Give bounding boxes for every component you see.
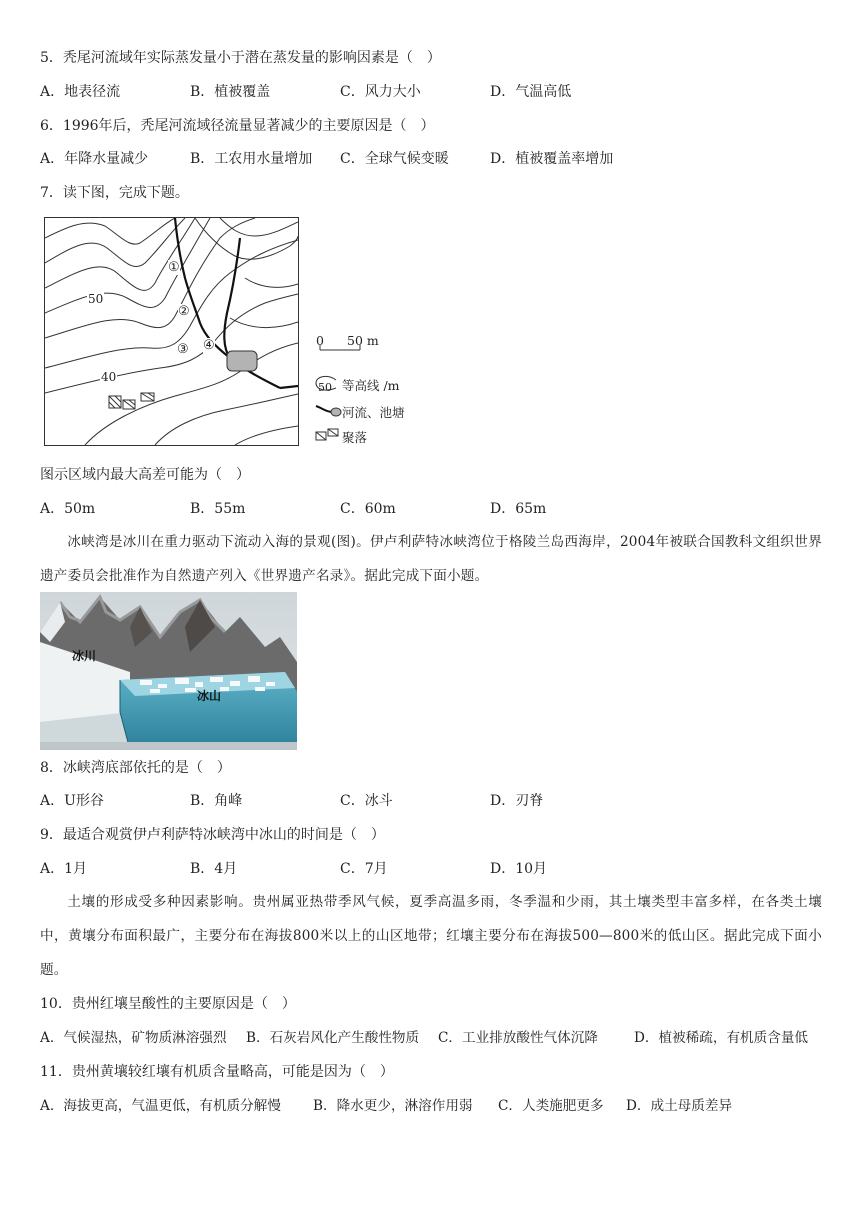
- q10-stem: 10．贵州红壤呈酸性的主要原因是（ ）: [40, 996, 296, 1012]
- glacier-label: 冰川: [72, 649, 97, 663]
- q11-option-a: A．海拔更高，气温更低，有机质分解慢: [40, 1098, 281, 1114]
- fjord-illustration: [40, 592, 297, 750]
- q7-stem: 7．读下图，完成下题。: [40, 185, 189, 201]
- pond-shape: [227, 351, 257, 371]
- passage-fjord: 冰峡湾是冰川在重力驱动下流动入海的景观(图)。伊卢利萨特冰峡湾位于格陵兰岛西海岸，2004年被联合国教科文组织世界遗产委员会批准作为自然遗产列入《世界遗产名录》。据此完成下面小题。: [40, 534, 822, 584]
- q5-option-b: B．植被覆盖: [190, 84, 271, 100]
- q6-option-c: C．全球气候变暖: [340, 151, 449, 167]
- q7-question: 图示区域内最大高差可能为（ ）: [40, 467, 250, 483]
- passage-soil: 土壤的形成受多种因素影响。贵州属亚热带季风气候，夏季高温多雨，冬季温和少雨，其土壤类型丰富多样，在各类土壤中，黄壤分布面积最广，主要分布在海拔800米以上的山区地带；红壤主要分布在海拔500—800米的低山区。据此完成下面小题。: [40, 894, 822, 978]
- river-pond-legend-icon: [314, 400, 342, 420]
- legend-river-label: 河流、池塘: [342, 405, 405, 420]
- legend-contour-number: 50: [318, 381, 332, 394]
- q9-option-c: C．7月: [340, 861, 388, 877]
- contour-map: [44, 217, 299, 446]
- q7-option-d: D．65m: [490, 501, 547, 517]
- contour-label-40: 40: [101, 370, 117, 384]
- legend-contour-label: 等高线 /m: [342, 378, 400, 393]
- q6-option-b: B．工农用水量增加: [190, 151, 313, 167]
- point-3-label: ③: [177, 342, 189, 357]
- q9-option-a: A．1月: [40, 861, 88, 877]
- point-1-label: ①: [168, 260, 180, 275]
- q8-stem: 8．冰峡湾底部依托的是（ ）: [40, 760, 231, 776]
- q8-option-c: C．冰斗: [340, 793, 393, 809]
- q10-option-b: B．石灰岩风化产生酸性物质: [246, 1030, 420, 1046]
- q10-option-c: C．工业排放酸性气体沉降: [438, 1030, 598, 1046]
- fjord-illustration-drawing: [40, 592, 297, 750]
- q5-option-c: C．风力大小: [340, 84, 421, 100]
- q7-option-a: A．50m: [40, 501, 96, 517]
- q8-option-a: A．U形谷: [40, 793, 104, 809]
- q5-stem: 5．秃尾河流域年实际蒸发量小于潜在蒸发量的影响因素是（ ）: [40, 50, 441, 66]
- iceberg-label: 冰山: [197, 689, 222, 703]
- q8-option-b: B．角峰: [190, 793, 243, 809]
- q7-option-b: B．55m: [190, 501, 246, 517]
- contour-map-drawing: [45, 218, 298, 445]
- q5-option-d: D．气温高低: [490, 84, 572, 100]
- q11-option-d: D．成土母质差异: [626, 1098, 733, 1114]
- point-4-label: ④: [203, 338, 215, 353]
- legend-settlement-label: 聚落: [342, 430, 368, 445]
- q9-stem: 9．最适合观赏伊卢利萨特冰峡湾中冰山的时间是（ ）: [40, 827, 385, 843]
- scale-zero: 0: [316, 333, 324, 348]
- q11-option-c: C．人类施肥更多: [498, 1098, 604, 1114]
- point-2-label: ②: [178, 304, 190, 319]
- q6-option-d: D．植被覆盖率增加: [490, 151, 614, 167]
- q5-option-a: A．地表径流: [40, 84, 121, 100]
- q9-option-b: B．4月: [190, 861, 238, 877]
- q10-option-d: D．植被稀疏，有机质含量低: [634, 1030, 809, 1046]
- q10-option-a: A．气候湿热，矿物质淋溶强烈: [40, 1030, 227, 1046]
- scale-distance: 50 m: [347, 333, 379, 348]
- settlement-legend-icon: [314, 428, 342, 444]
- q7-option-c: C．60m: [340, 501, 396, 517]
- q8-option-d: D．刃脊: [490, 793, 544, 809]
- q11-stem: 11．贵州黄壤较红壤有机质含量略高，可能是因为（ ）: [40, 1064, 394, 1080]
- q11-option-b: B．降水更少，淋溶作用弱: [313, 1098, 473, 1114]
- contour-label-50: 50: [88, 292, 104, 306]
- q9-option-d: D．10月: [490, 861, 548, 877]
- q6-option-a: A．年降水量减少: [40, 151, 149, 167]
- q6-stem: 6．1996年后，秃尾河流域径流量显著减少的主要原因是（ ）: [40, 118, 435, 134]
